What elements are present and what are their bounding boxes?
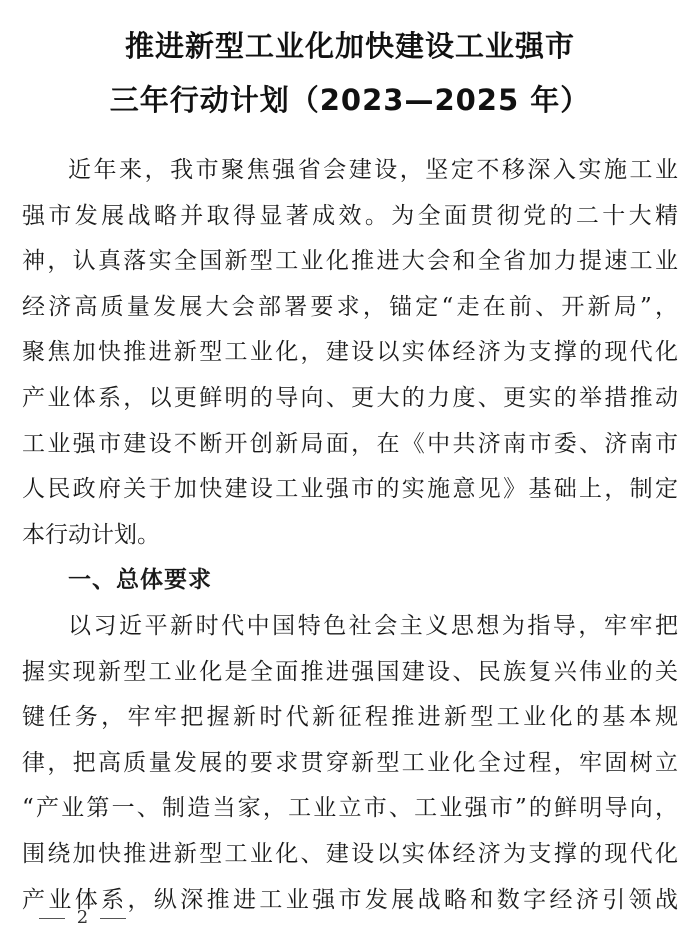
document-title-line-2: 三年行动计划（2023—2025 年）: [109, 83, 591, 117]
text-line: 以习近平新时代中国特色社会主义思想为指导，牢牢把: [68, 612, 678, 639]
text-line: 围绕加快推进新型工业化、建设以实体经济为支撑的现代化: [22, 840, 678, 867]
section-heading: 一、总体要求: [68, 567, 212, 594]
document-title-line-1: 推进新型工业化加快建设工业强市: [124, 29, 575, 63]
page-footer: [33, 906, 132, 930]
text-line: 强市发展战略并取得显著成效。为全面贯彻党的二十大精: [22, 202, 678, 229]
text-line: 工业强市建设不断开创新局面，在《中共济南市委、济南市: [22, 430, 678, 457]
text-line: 神，认真落实全国新型工业化推进大会和全省加力提速工业: [22, 248, 678, 275]
text-line: 聚焦加快推进新型工业化，建设以实体经济为支撑的现代化: [22, 339, 678, 366]
document-body: [22, 148, 678, 923]
text-line: 产业体系，以更鲜明的导向、更大的力度、更实的举措推动: [22, 384, 678, 411]
paragraph-intro: [22, 148, 678, 558]
footer-dash-right: [100, 918, 126, 919]
text-line: 产业体系，纵深推进工业强市发展战略和数字经济引领战: [22, 886, 678, 913]
text-line: 律，把高质量发展的要求贯穿新型工业化全过程，牢固树立: [22, 749, 678, 776]
text-line: “产业第一、制造当家，工业立市、工业强市”的鲜明导向，: [22, 795, 678, 822]
text-line: 近年来，我市聚焦强省会建设，坚定不移深入实施工业: [68, 157, 678, 183]
text-line: 键任务，牢牢把握新时代新征程推进新型工业化的基本规: [22, 704, 678, 731]
footer-dash-left: [39, 918, 65, 919]
page-number: 2: [76, 907, 89, 928]
text-line: 经济高质量发展大会部署要求，锚定“走在前、开新局”，: [22, 293, 678, 320]
text-line: 本行动计划。: [22, 521, 160, 548]
text-line: 人民政府关于加快建设工业强市的实施意见》基础上，制定: [22, 476, 678, 503]
paragraph-general-requirements: [22, 604, 678, 923]
text-line: 握实现新型工业化是全面推进强国建设、民族复兴伟业的关: [22, 658, 678, 685]
